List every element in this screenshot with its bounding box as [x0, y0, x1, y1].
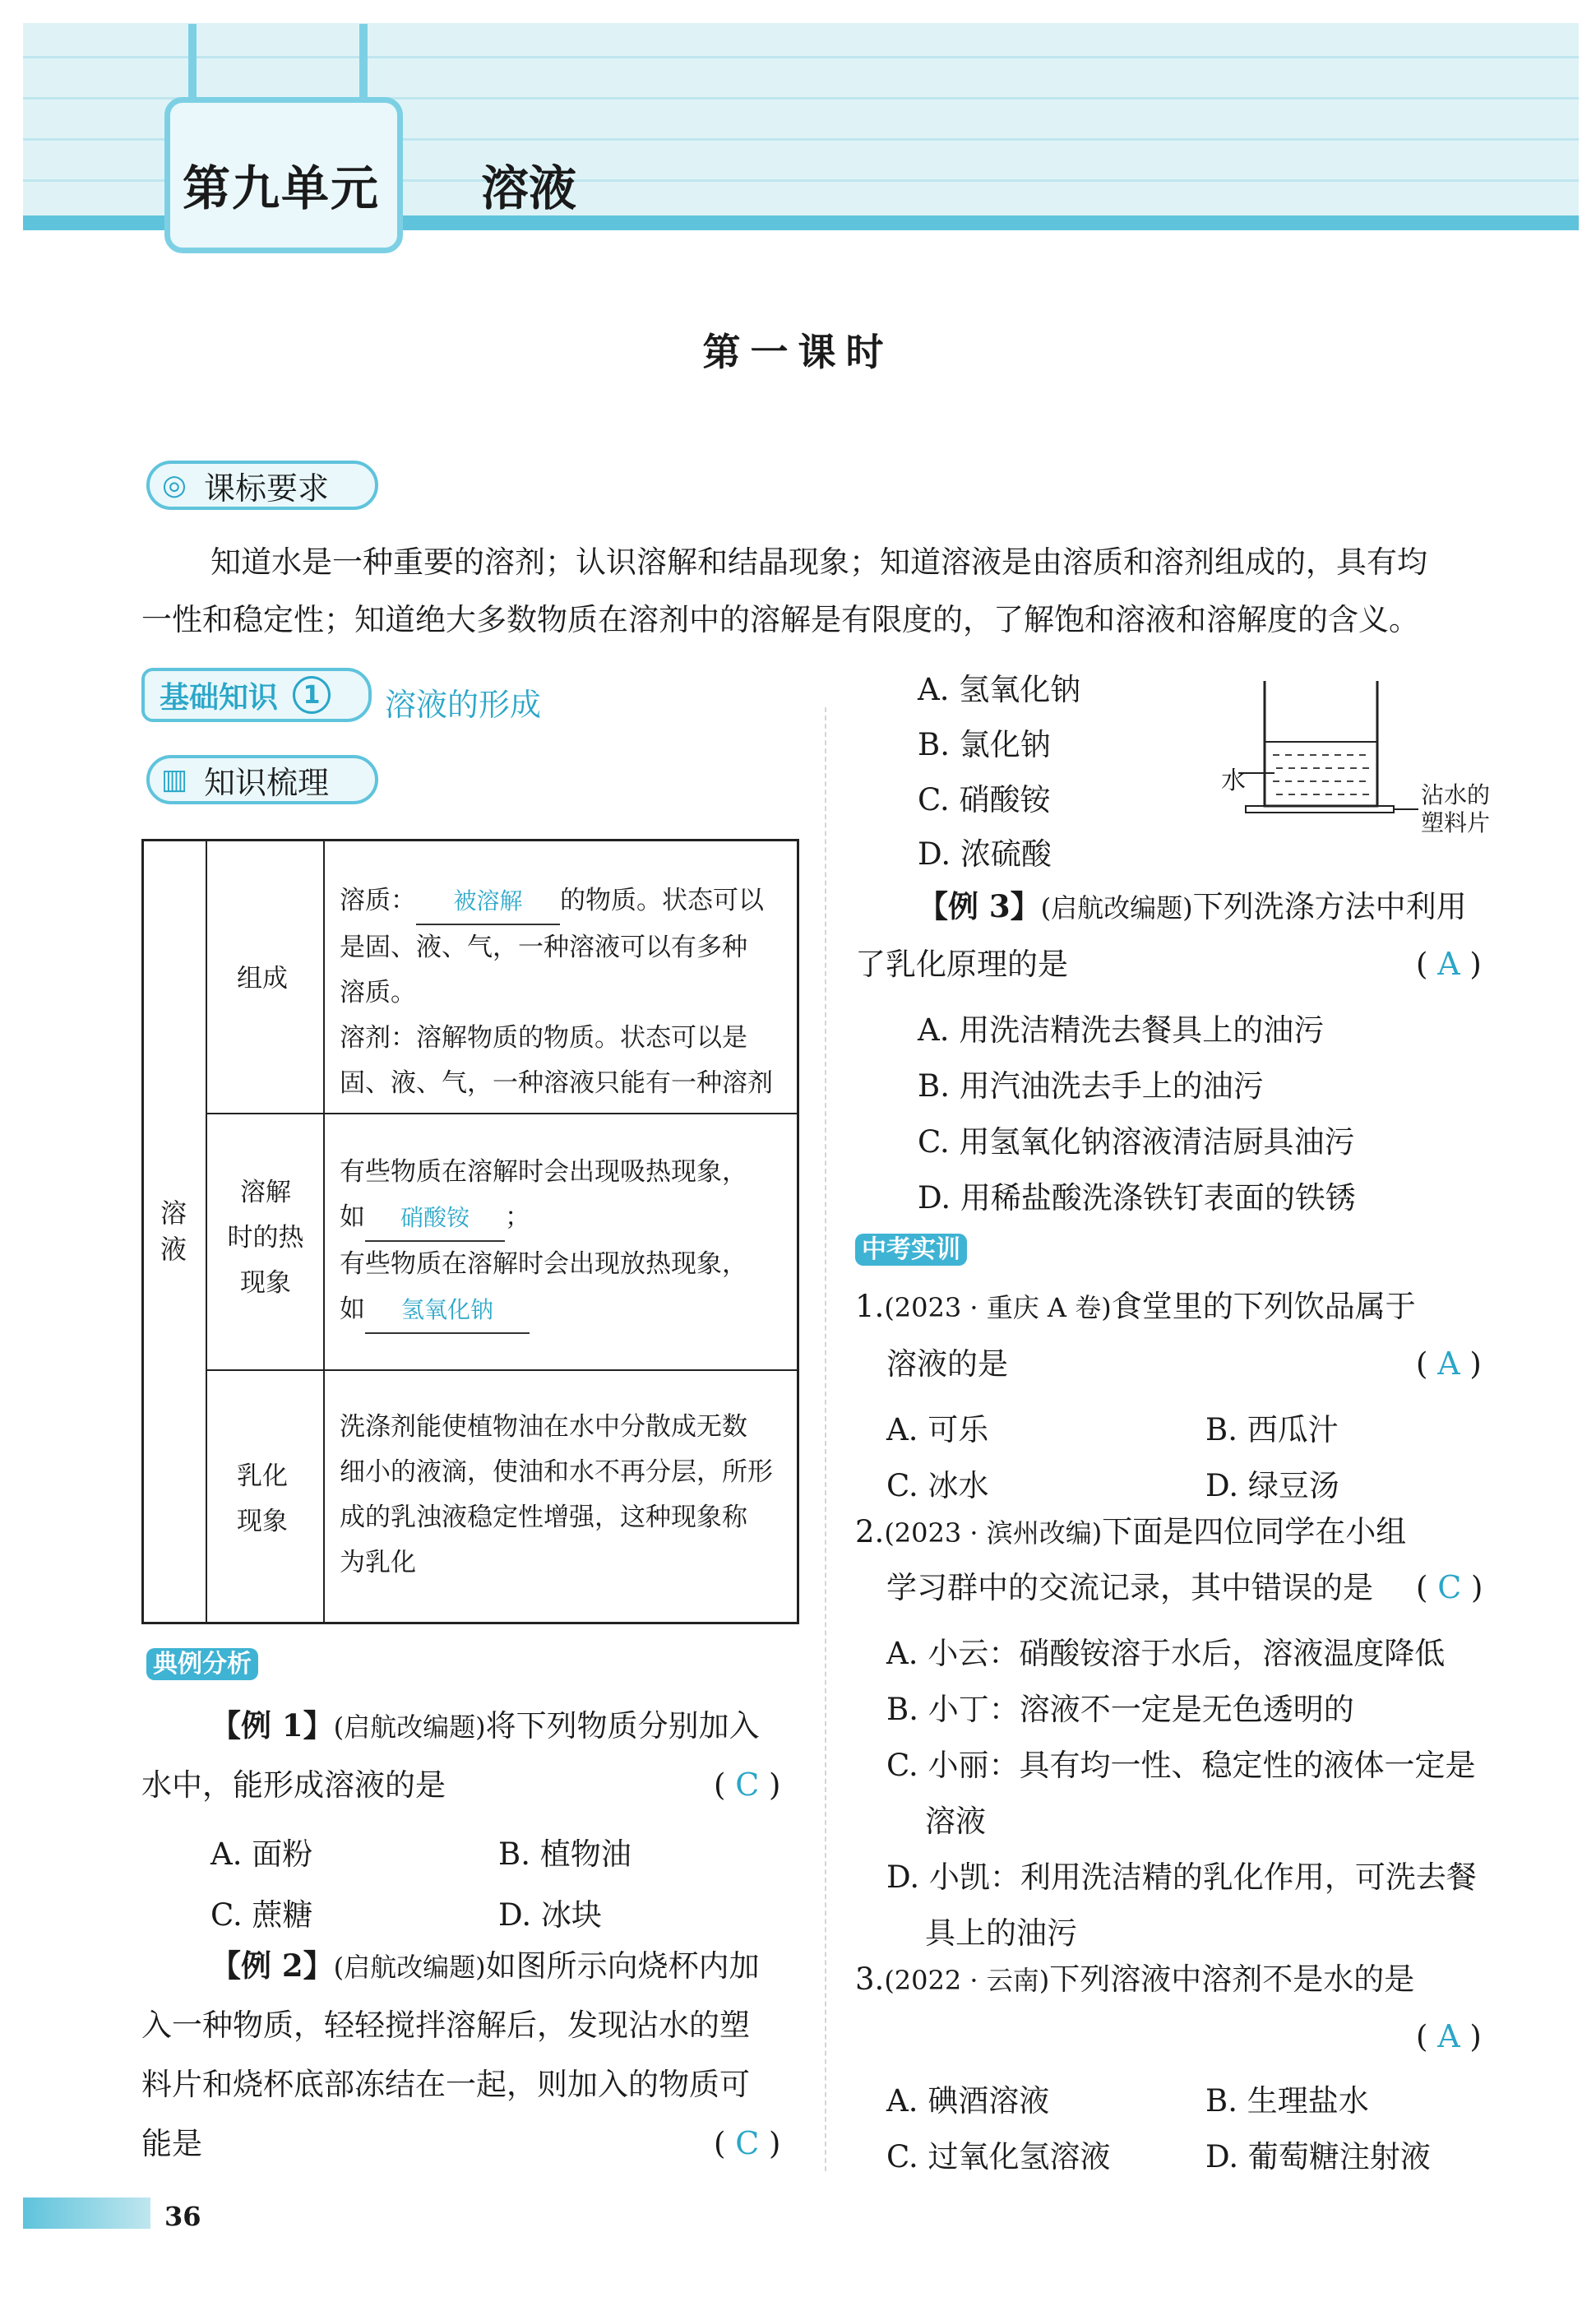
- q3-answer-box: ( A ): [1416, 2018, 1482, 2054]
- standard-badge: [146, 461, 378, 510]
- row1-text: 溶剂：溶解物质的物质。状态可以是: [340, 1023, 747, 1053]
- ex1-option-c: C. 蔗糖: [210, 1897, 313, 1933]
- row2-text: 如: [340, 1294, 365, 1324]
- knowledge-table: [141, 839, 799, 1624]
- standard-line1: 知道水是一种重要的溶剂；认识溶解和结晶现象；知道溶液是由溶质和溶剂组成的，具有均: [210, 544, 1427, 580]
- q2-line2: 学习群中的交流记录，其中错误的是: [886, 1570, 1373, 1605]
- ex2-line1: [210, 1947, 760, 1984]
- row3-text: 为乳化: [340, 1548, 416, 1577]
- ex2-option-c: C. 硝酸铵: [918, 782, 1051, 817]
- page-number: 36: [164, 2201, 201, 2232]
- q1-option-d: D. 绿豆汤: [1205, 1468, 1339, 1503]
- review-badge: [146, 755, 378, 804]
- q2-option-d: D. 小凯：利用洗洁精的乳化作用，可洗去餐: [886, 1859, 1477, 1895]
- row3-text: 成的乳浊液稳定性增强，这种现象称: [340, 1503, 747, 1532]
- ex3-option-b: B. 用汽油洗去手上的油污: [918, 1068, 1264, 1104]
- section-tag-label: 基础知识: [160, 680, 279, 715]
- ex2-text: 如图所示向烧杯内加: [485, 1948, 760, 1984]
- row2-blank: 氢氧化钠: [365, 1287, 530, 1334]
- q2-number: 2.: [855, 1514, 885, 1549]
- row2-blank: 硝酸铵: [365, 1195, 505, 1242]
- liquid-dashes: [1273, 755, 1372, 794]
- table-left-header: 溶液: [160, 1197, 187, 1265]
- ex1-text: 将下列物质分别加入: [485, 1708, 760, 1744]
- ex1-answer-box: ( C ): [714, 1767, 781, 1803]
- q2-answer: C: [1437, 1569, 1462, 1605]
- fig-label-plate: [1421, 781, 1490, 837]
- q1-line1: [855, 1291, 1416, 1322]
- ex2-line2: 入一种物质，轻轻搅拌溶解后，发现沾水的塑: [141, 2008, 750, 2043]
- ex2-option-a: A. 氢氧化钠: [918, 672, 1081, 707]
- section-number: 1: [293, 676, 331, 714]
- fig-label-water: 水: [1221, 766, 1246, 795]
- ex2-option-b: B. 氯化钠: [918, 727, 1051, 762]
- ex3-option-a: A. 用洗洁精洗去餐具上的油污: [918, 1012, 1325, 1048]
- row2-text: 如: [340, 1202, 365, 1232]
- row2-label: [224, 1170, 307, 1306]
- q2-option-c: C. 小丽：具有均一性、稳定性的液体一定是: [886, 1748, 1476, 1783]
- q2-option-b: B. 小丁：溶液不一定是无色透明的: [886, 1692, 1354, 1727]
- q3-text: 下列溶液中溶剂不是水的是: [1049, 1961, 1415, 1997]
- ex1-option-b: B. 植物油: [498, 1836, 631, 1872]
- row3-text: 细小的液滴，使油和水不再分层，所形: [340, 1457, 773, 1487]
- row1-text: 溶质。: [340, 978, 416, 1007]
- row2-label-line: 溶解: [240, 1178, 291, 1207]
- row1-text: 固、液、气，一种溶液只能有一种溶剂: [340, 1068, 773, 1098]
- exam-tag-label: 中考实训: [855, 1234, 967, 1266]
- target-icon: ◎: [162, 469, 187, 502]
- fig-label-plate-line: 沾水的: [1421, 781, 1491, 808]
- ex1-option-d: D. 冰块: [498, 1897, 602, 1933]
- row1-text: 溶质：: [340, 886, 416, 915]
- q2-source: (2023 · 滨州改编): [884, 1517, 1103, 1549]
- ex3-answer: A: [1437, 946, 1460, 982]
- q3-line1: [855, 1961, 1415, 1997]
- exam-tag: [855, 1229, 967, 1265]
- q3-source: (2022 · 云南): [884, 1965, 1050, 1996]
- q2-answer-box: ( C ): [1416, 1569, 1483, 1605]
- row1-content: [340, 878, 792, 1106]
- section-tag: [141, 668, 372, 722]
- ex1-option-a: A. 面粉: [210, 1836, 313, 1872]
- ex3-text: 下列洗涤方法中利用: [1192, 889, 1467, 924]
- ex3-source: (启航改编题): [1040, 892, 1193, 924]
- examples-tag: [146, 1643, 258, 1679]
- ex2-line4: 能是: [141, 2126, 202, 2161]
- unit-topic: 溶液: [481, 160, 577, 216]
- ex3-tag: 【例 3】: [918, 888, 1041, 924]
- ex2-answer: C: [735, 2125, 760, 2161]
- row2-label-line: 现象: [240, 1268, 291, 1298]
- row1-blank: 被溶解: [416, 878, 560, 925]
- q2-option-d-cont: 具上的油污: [925, 1915, 1077, 1951]
- row3-content: [340, 1405, 792, 1586]
- ex3-line2: 了乳化原理的是: [855, 947, 1068, 982]
- row3-label: [237, 1454, 288, 1545]
- ex3-option-d: D. 用稀盐酸洗涤铁钉表面的铁锈: [918, 1180, 1356, 1216]
- ex2-tag: 【例 2】: [210, 1947, 334, 1984]
- ex3-line1: [918, 888, 1467, 924]
- row1-text: 的物质。状态可以: [560, 886, 764, 915]
- ex1-line2: 水中，能形成溶液的是: [141, 1767, 446, 1803]
- review-badge-label: 知识梳理: [204, 764, 330, 801]
- ex2-option-d: D. 浓硫酸: [918, 836, 1052, 872]
- ex3-answer-box: ( A ): [1416, 946, 1482, 982]
- fig-label-plate-line: 塑料片: [1421, 809, 1491, 836]
- q3-option-c: C. 过氧化氢溶液: [886, 2139, 1111, 2174]
- row2-content: [340, 1150, 792, 1334]
- ex2-source: (启航改编题): [333, 1952, 486, 1983]
- section-title: 溶液的形成: [385, 687, 542, 723]
- ex2-line3: 料片和烧杯底部冻结在一起，则加入的物质可: [141, 2067, 750, 2102]
- q1-answer-box: ( A ): [1416, 1345, 1482, 1382]
- row3-label-line: 现象: [237, 1507, 288, 1536]
- q1-text: 食堂里的下列饮品属于: [1111, 1289, 1416, 1324]
- standard-badge-label: 课标要求: [204, 470, 330, 507]
- row2-text: 有些物质在溶解时会出现放热现象，: [340, 1249, 747, 1279]
- examples-tag-label: 典例分析: [146, 1648, 258, 1680]
- ex3-option-c: C. 用氢氧化钠溶液清洁厨具油污: [918, 1124, 1355, 1160]
- ex1-line1: [210, 1707, 760, 1744]
- standard-line2: 一性和稳定性；知道绝大多数物质在溶剂中的溶解是有限度的，了解饱和溶液和溶解度的含义。: [141, 602, 1419, 637]
- lesson-title: 第一课时: [702, 330, 894, 374]
- q2-line1: [855, 1514, 1407, 1549]
- q2-text: 下面是四位同学在小组: [1102, 1514, 1407, 1549]
- q1-option-c: C. 冰水: [886, 1468, 989, 1503]
- q3-option-b: B. 生理盐水: [1205, 2083, 1369, 2119]
- q2-option-a: A. 小云：硝酸铵溶于水后，溶液温度降低: [886, 1636, 1446, 1671]
- q1-number: 1.: [855, 1289, 885, 1324]
- ex1-answer: C: [735, 1767, 760, 1803]
- q1-source: (2023 · 重庆 A 卷): [884, 1292, 1112, 1323]
- beaker-outline: [1265, 681, 1377, 806]
- row1-text: 是固、液、气，一种溶液可以有多种: [340, 933, 747, 962]
- row1-label: 组成: [237, 964, 288, 993]
- ex1-source: (启航改编题): [333, 1711, 486, 1743]
- footer-bar: [23, 2198, 150, 2229]
- q3-option-d: D. 葡萄糖注射液: [1205, 2139, 1431, 2174]
- row3-text: 洗涤剂能使植物油在水中分散成无数: [340, 1412, 747, 1442]
- row2-text: 有些物质在溶解时会出现吸热现象，: [340, 1157, 747, 1187]
- ex2-answer-box: ( C ): [714, 2125, 781, 2161]
- q1-option-b: B. 西瓜汁: [1205, 1412, 1339, 1447]
- q3-answer: A: [1437, 2018, 1460, 2054]
- row2-text: ；: [505, 1202, 530, 1232]
- q1-line2: 溶液的是: [886, 1346, 1008, 1382]
- q1-option-a: A. 可乐: [886, 1412, 989, 1447]
- book-icon: ▥: [160, 763, 188, 796]
- q3-option-a: A. 碘酒溶液: [886, 2083, 1050, 2119]
- q2-option-c-cont: 溶液: [925, 1804, 986, 1839]
- ex1-tag: 【例 1】: [210, 1707, 334, 1744]
- q3-number: 3.: [855, 1961, 885, 1997]
- q1-answer: A: [1437, 1345, 1460, 1382]
- unit-label: 第九单元: [183, 160, 381, 216]
- row2-label-line: 时的热: [227, 1223, 304, 1253]
- row3-label-line: 乳化: [237, 1461, 288, 1491]
- column-divider: [825, 707, 826, 2171]
